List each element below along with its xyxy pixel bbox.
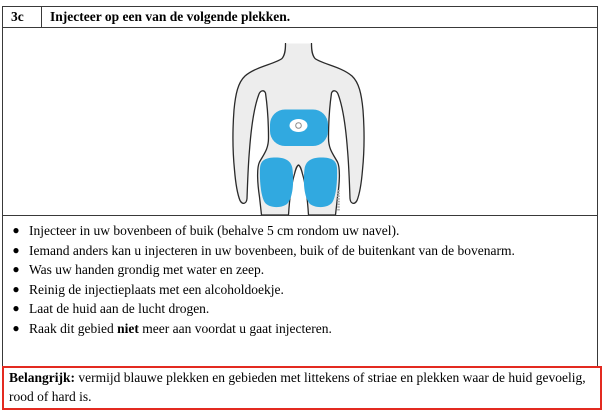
left-thigh-highlight bbox=[260, 158, 293, 208]
right-thigh-highlight bbox=[304, 158, 337, 208]
bullet-text-suffix: meer aan voordat u gaat injecteren. bbox=[138, 320, 332, 336]
step-title: Injecteer op een van de volgende plekken. bbox=[50, 9, 291, 24]
bullet-icon: ● bbox=[12, 242, 20, 257]
bullet-text-prefix: Raak dit gebied bbox=[29, 320, 118, 336]
list-item bbox=[3, 299, 597, 319]
leaflet-page bbox=[2, 6, 602, 410]
figure-cell bbox=[3, 28, 597, 216]
list-item bbox=[3, 280, 597, 300]
warning-label: Belangrijk: bbox=[9, 370, 75, 385]
list-item bbox=[3, 221, 597, 241]
instruction-list bbox=[3, 216, 597, 366]
bullet-icon: ● bbox=[12, 301, 20, 315]
warning-box bbox=[2, 366, 602, 410]
bullet-text: Reinig de injectieplaats met een alcoholdoekje. bbox=[29, 281, 284, 297]
step-number: 3c bbox=[11, 9, 24, 24]
step-number-cell bbox=[3, 7, 42, 27]
bullet-text: Injecteer in uw bovenbeen of buik (behalve 5 cm rondom uw navel). bbox=[29, 223, 400, 238]
bullet-text: Laat de huid aan de lucht drogen. bbox=[29, 301, 210, 316]
bullet-text-bold: niet bbox=[117, 320, 139, 336]
instruction-table bbox=[2, 6, 598, 366]
list-item bbox=[3, 260, 597, 280]
bullet-text bbox=[29, 319, 597, 339]
bullet-text: Iemand anders kan u injecteren in uw bovenbeen, buik of de buitenkant van de bovenarm. bbox=[29, 242, 515, 258]
list-item bbox=[3, 241, 597, 261]
bullet-icon: ● bbox=[12, 281, 20, 296]
warning-text: vermijd blauwe plekken en gebieden met littekens of striae en plekken waar de huid gevoelig, rood of hard is. bbox=[9, 370, 586, 404]
bullet-text: Was uw handen grondig met water en zeep. bbox=[29, 262, 265, 277]
bullet-icon: ● bbox=[12, 320, 20, 335]
navel-icon bbox=[296, 123, 302, 129]
injection-sites-figure bbox=[224, 43, 376, 215]
list-item bbox=[3, 319, 597, 339]
bullet-icon: ● bbox=[12, 223, 20, 237]
step-header-row bbox=[3, 7, 597, 28]
bullet-icon: ● bbox=[12, 262, 20, 276]
